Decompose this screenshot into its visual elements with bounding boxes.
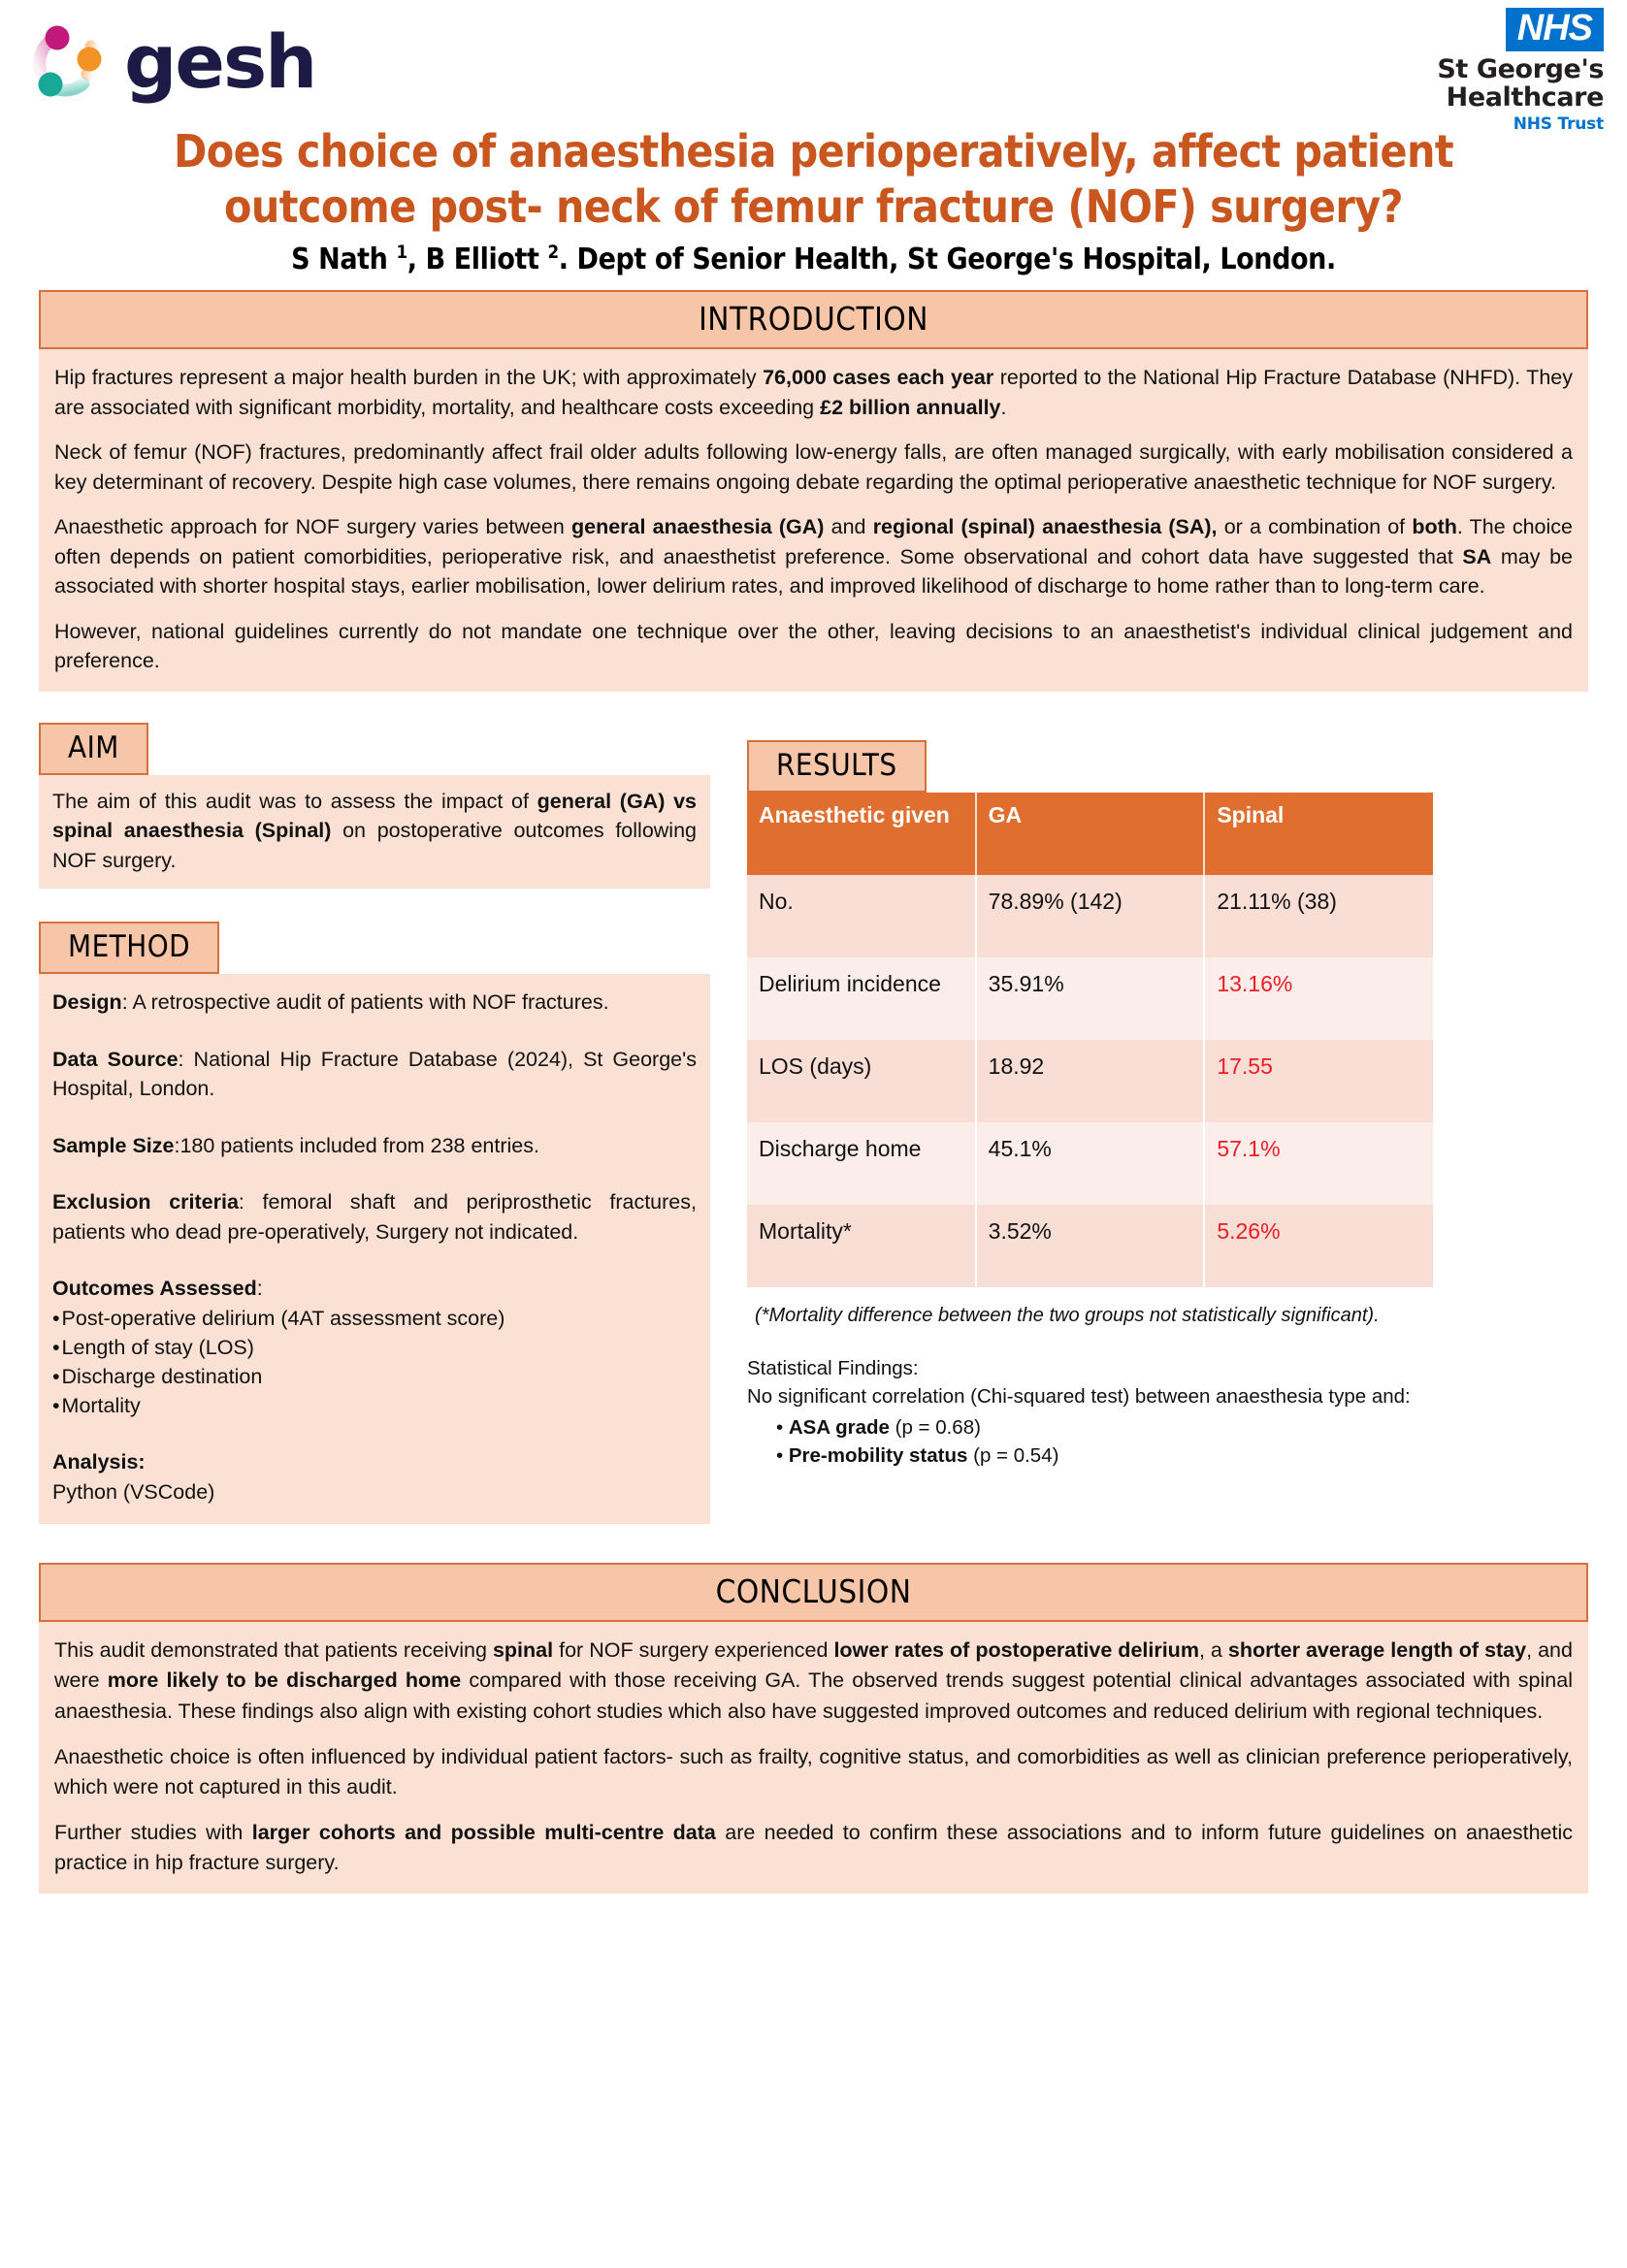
gesh-circles-icon: [27, 14, 111, 103]
method-item: [52, 1045, 697, 1104]
author-2-affil: 2: [547, 243, 559, 264]
table-cell-ga: 35.91%: [976, 957, 1205, 1040]
statistical-findings: [747, 1354, 1433, 1469]
table-cell-metric: Discharge home: [747, 1122, 976, 1205]
page-title: [38, 124, 1590, 235]
method-item: [52, 1131, 697, 1161]
table-cell-ga: 45.1%: [976, 1122, 1205, 1205]
title-line-1: Does choice of anaesthesia perioperatively, affect patient: [173, 125, 1454, 178]
method-section: [39, 922, 710, 1524]
nhs-logo: [1284, 8, 1604, 134]
introduction-section: [39, 290, 1588, 692]
stats-item: • Pre-mobility status (p = 0.54): [776, 1442, 1433, 1470]
outcomes-assessed-label: Outcomes Assessed:: [52, 1277, 263, 1301]
title-block: [0, 124, 1627, 276]
stats-item: • ASA grade (p = 0.68): [776, 1413, 1433, 1442]
analysis-block: [52, 1447, 697, 1507]
table-row: [747, 1205, 1433, 1287]
table-row: [747, 875, 1433, 957]
introduction-body: [39, 349, 1588, 692]
table-row: [747, 1040, 1433, 1122]
column-header-spinal: Spinal: [1204, 793, 1433, 875]
nhs-trust-name: St George's Healthcare: [1437, 53, 1604, 113]
introduction-paragraph: Anaesthetic approach for NOF surgery varies between general anaesthesia (GA) and regional (spinal) anaesthesia (SA), or a combination of both. The choice often depends on patient comorbidities, perioperative risk, and anaesthetist preference. Some observational and cohort data have suggested that SA may be associated with shorter hospital stays, earlier mobilisation, lower delirium rates, and improved likelihood of discharge to home rather than to long-term care.: [54, 515, 1573, 599]
table-cell-spinal: 21.11% (38): [1204, 875, 1433, 957]
introduction-paragraph: Neck of femur (NOF) fractures, predominantly affect frail older adults following low-energy falls, are often managed surgically, with early mobilisation considered a key determinant of recovery. Despite high case volumes, there remains ongoing debate regarding the optimal perioperative anaesthetic technique for NOF surgery.: [54, 440, 1573, 494]
outcome-item: • Discharge destination: [52, 1362, 697, 1391]
table-cell-metric: Delirium incidence: [747, 957, 976, 1040]
outcome-item: • Length of stay (LOS): [52, 1333, 697, 1362]
method-body: [39, 974, 710, 1524]
method-item-label: Design: [52, 990, 122, 1015]
nhs-trust-suffix: NHS Trust: [1513, 114, 1604, 135]
conclusion-section: [39, 1563, 1588, 1894]
aim-heading: AIM: [39, 723, 148, 775]
introduction-paragraph: Hip fractures represent a major health burden in the UK; with approximately 76,000 cases each year reported to the National Hip Fracture Database (NHFD). They are associated with significant morbidity, mortality, and healthcare costs exceeding £2 billion annually.: [54, 366, 1573, 419]
stats-intro: No significant correlation (Chi-squared test) between anaesthesia type and:: [747, 1385, 1411, 1409]
table-header-row: [747, 793, 1433, 875]
table-cell-ga: 18.92: [976, 1040, 1205, 1122]
poster-header: [0, 0, 1627, 135]
table-cell-ga: 78.89% (142): [976, 875, 1205, 957]
gesh-logo: [27, 14, 315, 103]
table-cell-spinal: 57.1%: [1204, 1122, 1433, 1205]
stats-list: [747, 1413, 1433, 1470]
results-table: [747, 793, 1433, 1287]
table-cell-spinal: 5.26%: [1204, 1205, 1433, 1287]
right-column: [747, 740, 1433, 1470]
authors-line: [29, 243, 1598, 276]
table-row: [747, 1122, 1433, 1205]
method-item-value: : A retrospective audit of patients with NOF fractures.: [121, 990, 609, 1015]
nhs-badge: NHS: [1506, 8, 1604, 51]
table-cell-spinal: 17.55: [1204, 1040, 1433, 1122]
table-cell-metric: LOS (days): [747, 1040, 976, 1122]
method-item-value: :180 patients included from 238 entries.: [174, 1133, 539, 1157]
conclusion-heading: CONCLUSION: [39, 1563, 1588, 1622]
gesh-wordmark: gesh: [124, 18, 316, 105]
left-column: [39, 723, 710, 1525]
aim-text: The aim of this audit was to assess the impact of general (GA) vs spinal anaesthesia (Spinal) on postoperative outcomes following NOF surgery.: [52, 789, 697, 872]
column-header-metric: Anaesthetic given: [747, 793, 976, 875]
table-cell-metric: Mortality*: [747, 1205, 976, 1287]
table-footnote: (*Mortality difference between the two groups not statistically significant).: [755, 1304, 1380, 1326]
conclusion-paragraph: Anaesthetic choice is often influenced by individual patient factors- such as frailty, cognitive status, and comorbidities as well as clinician preference perioperatively, which were not captured in this audit.: [54, 1744, 1573, 1798]
author-2-name: , B Elliott: [407, 243, 548, 277]
column-header-ga: GA: [976, 793, 1205, 875]
results-heading: RESULTS: [747, 740, 927, 793]
outcomes-list: [52, 1304, 697, 1420]
table-cell-metric: No.: [747, 875, 976, 957]
introduction-heading: INTRODUCTION: [39, 290, 1588, 349]
method-item-label: Data Source: [52, 1047, 179, 1071]
table-cell-spinal: 13.16%: [1204, 957, 1433, 1040]
introduction-paragraph: However, national guidelines currently do not mandate one technique over the other, leaving decisions to an anaesthetist's individual clinical judgement and preference.: [54, 619, 1573, 673]
author-1-name: S Nath: [291, 243, 397, 277]
title-line-2: outcome post- neck of femur fracture (NOF) surgery?: [224, 180, 1403, 234]
method-item-label: Exclusion criteria: [52, 1190, 239, 1215]
analysis-label: Analysis:: [52, 1450, 146, 1474]
analysis-value: Python (VSCode): [52, 1479, 215, 1504]
table-row: [747, 957, 1433, 1040]
outcome-item: • Post-operative delirium (4AT assessment score): [52, 1304, 697, 1333]
method-heading: METHOD: [39, 922, 219, 974]
aim-section: [39, 723, 710, 890]
conclusion-body: [39, 1622, 1588, 1894]
table-cell-ga: 3.52%: [976, 1205, 1205, 1287]
aim-body: [39, 775, 710, 890]
outcome-item: • Mortality: [52, 1391, 697, 1420]
conclusion-paragraph: This audit demonstrated that patients receiving spinal for NOF surgery experienced lower rates of postoperative delirium, a shorter average length of stay, and were more likely to be discharged home compared with those receiving GA. The observed trends suggest potential clinical advantages associated with spinal anaesthesia. These findings also align with existing cohort studies which also have suggested improved outcomes and reduced delirium with regional techniques.: [54, 1638, 1573, 1723]
method-item-value: : National Hip Fracture Database (2024), St George's Hospital, London.: [52, 1047, 697, 1101]
author-1-affil: 1: [396, 243, 407, 264]
stats-heading: Statistical Findings:: [747, 1357, 919, 1380]
conclusion-paragraph: Further studies with larger cohorts and possible multi-centre data are needed to confirm these associations and to inform future guidelines on anaesthetic practice in hip fracture surgery.: [54, 1821, 1573, 1875]
method-item-label: Sample Size: [52, 1133, 175, 1157]
method-item: [52, 988, 697, 1018]
method-item: [52, 1187, 697, 1247]
affiliation-text: . Dept of Senior Health, St George's Hospital, London.: [558, 243, 1336, 277]
method-item-value: : femoral shaft and periprosthetic fractures, patients who dead pre-operatively, Surgery not indicated.: [52, 1190, 697, 1244]
results-section: [747, 740, 1433, 1470]
